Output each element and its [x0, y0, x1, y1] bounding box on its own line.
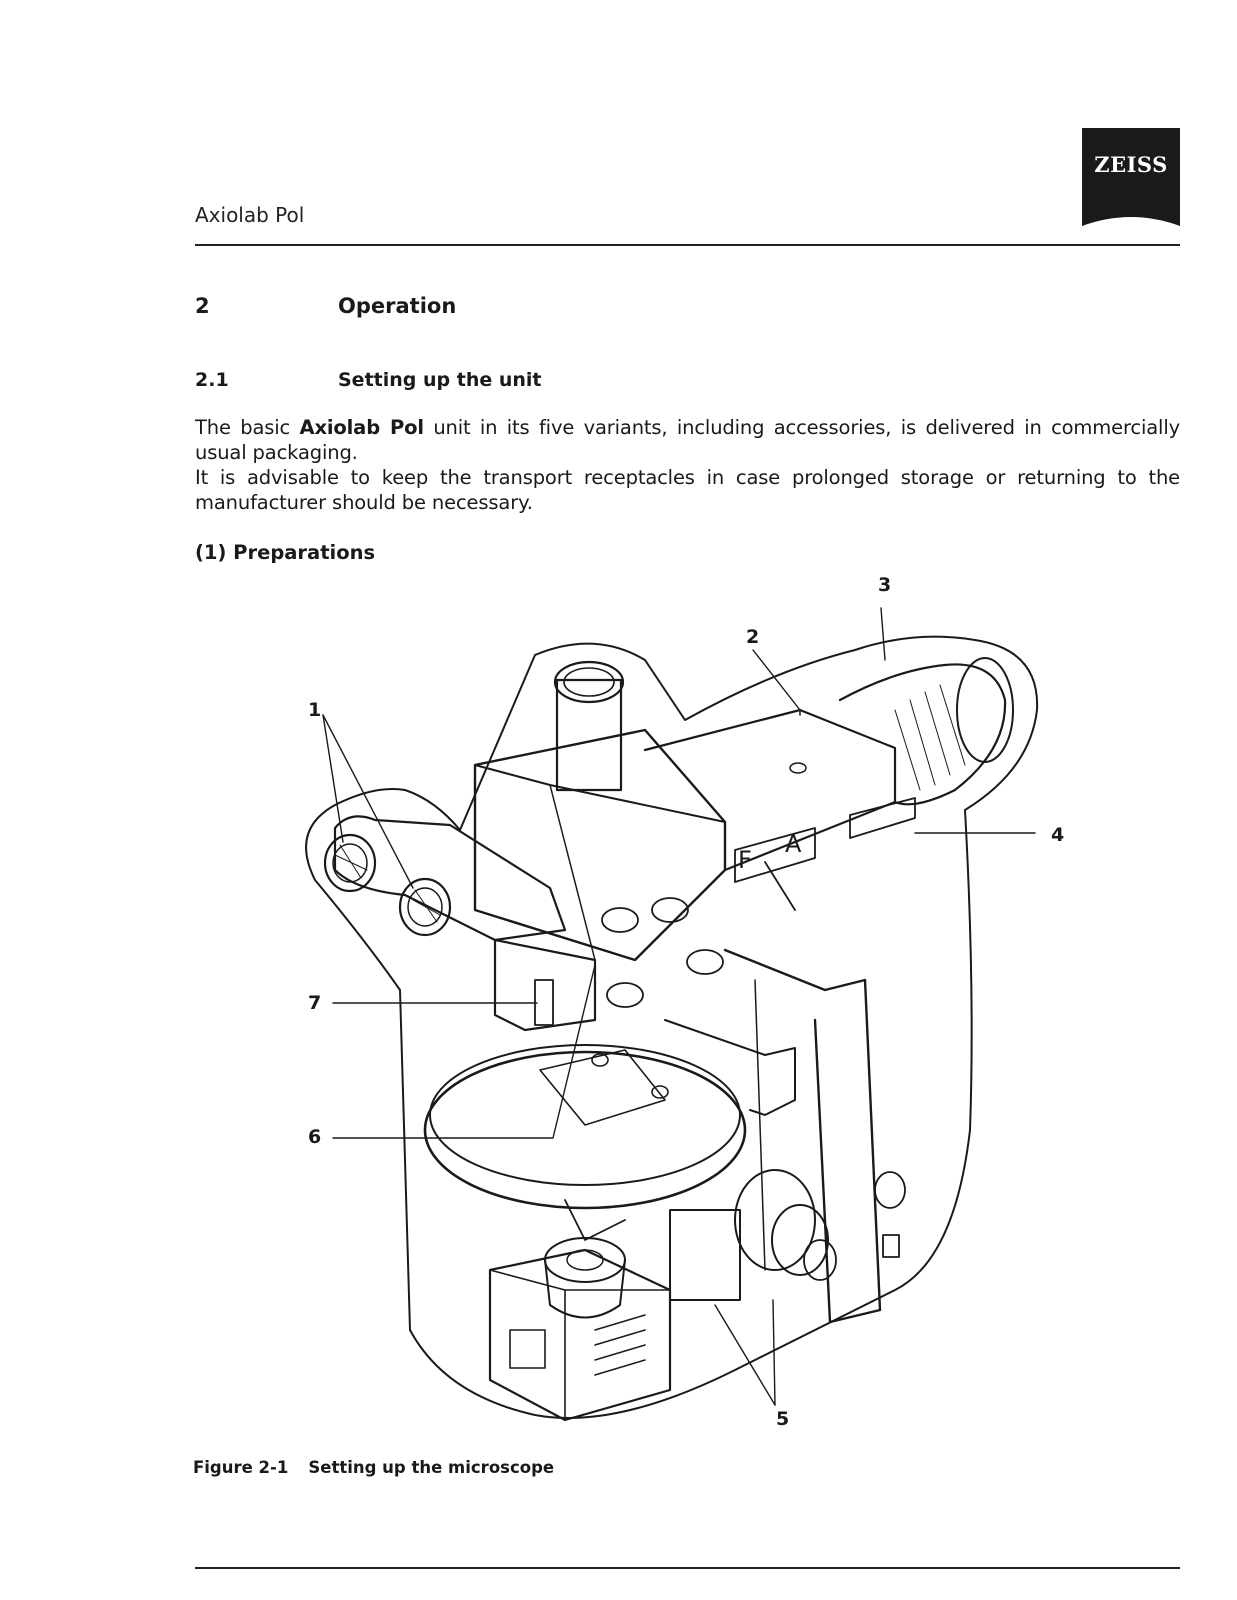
header-rule	[195, 244, 1180, 246]
preparations-heading: (1) Preparations	[195, 541, 376, 564]
section-number: 2	[195, 294, 210, 318]
p1-end: unit in its five variants, including accessories, is delivered in commercially usual packaging.	[195, 416, 1180, 464]
subsection-title: Setting up the unit	[338, 369, 542, 391]
paragraph-1	[195, 415, 1180, 465]
callout-2: 2	[746, 626, 760, 648]
logo-text: ZEISS	[1094, 152, 1168, 177]
callout-3: 3	[878, 574, 892, 596]
subsection-number: 2.1	[195, 369, 229, 391]
zeiss-logo	[1082, 128, 1180, 226]
paragraph-2: It is advisable to keep the transport receptacles in case prolonged storage or returning to the manufacturer should be necessary.	[195, 466, 1180, 514]
footer-rule	[195, 1567, 1180, 1569]
figure-caption	[193, 1458, 554, 1477]
document-title: Axiolab Pol	[195, 203, 305, 227]
engraved-letter-f: F	[738, 846, 752, 874]
caption-label: Figure 2-1	[193, 1458, 289, 1477]
callout-7: 7	[308, 992, 322, 1014]
caption-text: Setting up the microscope	[308, 1458, 555, 1477]
callout-5: 5	[776, 1408, 790, 1430]
callout-1: 1	[308, 699, 322, 721]
callout-6: 6	[308, 1126, 322, 1148]
microscope-figure	[295, 570, 1095, 1450]
section-title: Operation	[338, 294, 457, 318]
p1-start: The basic	[195, 416, 300, 439]
body-text	[195, 415, 1180, 515]
product-name: Axiolab Pol	[299, 416, 424, 439]
callout-4: 4	[1051, 824, 1065, 846]
engraved-letter-a: A	[785, 830, 802, 858]
microscope-illustration	[295, 570, 1095, 1450]
